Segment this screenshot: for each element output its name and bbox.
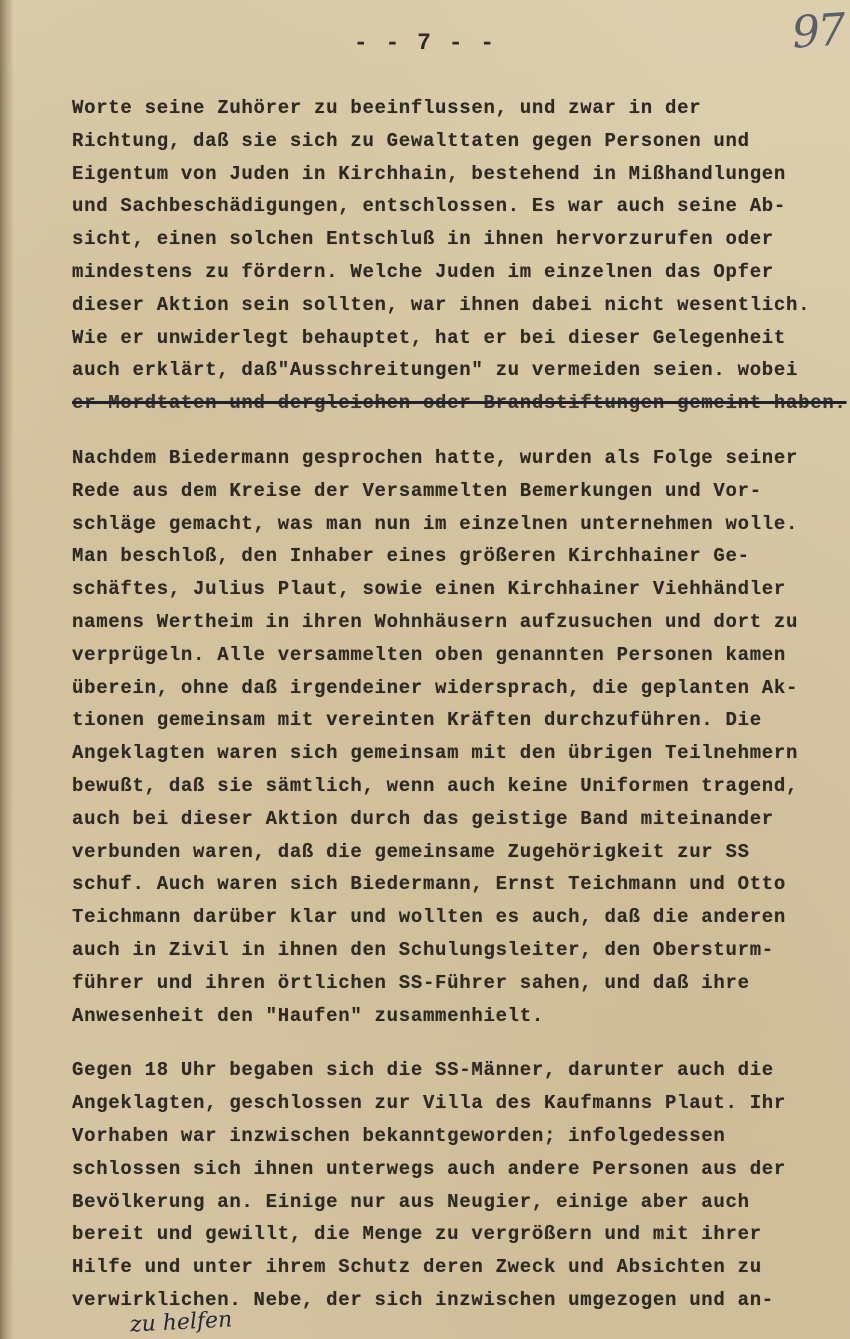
- text-line: Angeklagten, geschlossen zur Villa des Kaufmanns Plaut. Ihr: [72, 1092, 787, 1115]
- handwritten-insertion: zu helfen: [129, 1307, 233, 1338]
- text-line: Teichmann darüber klar und wollten es auch, daß die anderen: [72, 906, 787, 929]
- text-line: auch in Zivil in ihnen den Schulungsleiter, den Obersturm-: [72, 938, 774, 961]
- text-line: Gegen 18 Uhr begaben sich die SS-Männer, darunter auch die: [72, 1059, 774, 1082]
- text-line: Rede aus dem Kreise der Versammelten Bemerkungen und Vor-: [72, 479, 762, 502]
- page-number: - - 7 - -: [353, 30, 497, 56]
- text-line: Nachdem Biedermann gesprochen hatte, wurden als Folge seiner: [72, 446, 799, 469]
- text-line: tionen gemeinsam mit vereinten Kräften durchzuführen. Die: [72, 709, 762, 732]
- text-line: Worte seine Zuhörer zu beeinflussen, und zwar in der: [72, 97, 702, 119]
- text-line: Man beschloß, den Inhaber eines größeren Kirchhainer Ge-: [72, 545, 750, 568]
- text-line: Hilfe und unter ihrem Schutz deren Zweck und Absichten zu: [72, 1256, 762, 1279]
- text-line: dieser Aktion sein sollten, war ihnen dabei nicht wesentlich.: [72, 293, 811, 316]
- text-line: Wie er unwiderlegt behauptet, hat er bei dieser Gelegenheit: [72, 326, 787, 349]
- paragraph-3: [72, 1054, 812, 1316]
- binding-edge: [0, 0, 14, 1339]
- text-line: Angeklagten waren sich gemeinsam mit den übrigen Teilnehmern: [72, 742, 799, 765]
- text-line: und Sachbeschädigungen, entschlossen. Es war auch seine Ab-: [72, 195, 787, 218]
- struck-through-line: er Mordtaten und dergleichen oder Brandstiftungen gemeint haben.: [72, 392, 847, 415]
- text-line: schlossen sich ihnen unterwegs auch andere Personen aus der: [72, 1157, 787, 1180]
- text-line: auch bei dieser Aktion durch das geistige Band miteinander: [72, 807, 774, 830]
- folio-number: 97: [790, 4, 846, 59]
- text-line: Bevölkerung an. Einige nur aus Neugier, einige aber auch: [72, 1190, 750, 1213]
- text-line: verprügeln. Alle versammelten oben genannten Personen kamen: [72, 643, 787, 666]
- text-line: Richtung, daß sie sich zu Gewalttaten gegen Personen und: [72, 129, 750, 152]
- text-line: schläge gemacht, was man nun im einzelnen unternehmen wolle.: [72, 512, 799, 535]
- text-line: überein, ohne daß irgendeiner widersprach, die geplanten Ak-: [72, 676, 799, 699]
- text-line: bewußt, daß sie sämtlich, wenn auch keine Uniformen tragend,: [72, 774, 799, 797]
- body-text: [72, 92, 847, 1317]
- text-line: Eigentum von Juden in Kirchhain, bestehend in Mißhandlungen: [72, 162, 787, 185]
- paragraph-2: [72, 442, 812, 1032]
- text-line: verbunden waren, daß die gemeinsame Zugehörigkeit zur SS: [72, 840, 750, 863]
- text-line: bereit und gewillt, die Menge zu vergrößern und mit ihrer: [72, 1223, 762, 1246]
- text-line: auch erklärt, daß"Ausschreitungen" zu vermeiden seien. wobei: [72, 359, 799, 382]
- text-line: Vorhaben war inzwischen bekanntgeworden; infolgedessen: [72, 1124, 726, 1147]
- paragraph-1: [72, 92, 847, 420]
- text-line: schuf. Auch waren sich Biedermann, Ernst Teichmann und Otto: [72, 873, 787, 896]
- text-line: mindestens zu fördern. Welche Juden im einzelnen das Opfer: [72, 260, 774, 283]
- text-line: namens Wertheim in ihren Wohnhäusern aufzusuchen und dort zu: [72, 610, 799, 633]
- text-line: führer und ihren örtlichen SS-Führer sahen, und daß ihre: [72, 971, 750, 994]
- text-line: sicht, einen solchen Entschluß in ihnen hervorzurufen oder: [72, 228, 774, 251]
- text-line: verwirklichen. Nebe, der sich inzwischen umgezogen und an-: [72, 1288, 774, 1311]
- text-line: Anwesenheit den "Haufen" zusammenhielt.: [72, 1004, 544, 1027]
- text-line: schäftes, Julius Plaut, sowie einen Kirchhainer Viehhändler: [72, 578, 787, 601]
